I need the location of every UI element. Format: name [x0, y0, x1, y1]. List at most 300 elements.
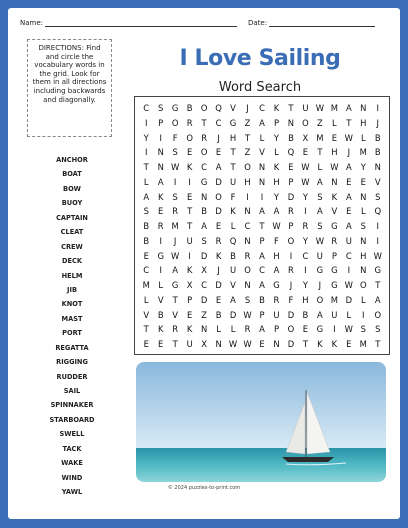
grid-letter[interactable]: C [345, 250, 352, 261]
grid-letter[interactable]: Z [244, 147, 251, 158]
grid-letter[interactable]: Z [201, 309, 207, 320]
grid-letter[interactable]: J [217, 265, 220, 276]
word-item: STARBOARD [49, 415, 95, 424]
grid-letter[interactable]: E [302, 147, 309, 158]
grid-letter[interactable]: E [302, 324, 309, 335]
grid-letter[interactable]: A [143, 191, 150, 202]
grid-letter[interactable]: Y [302, 235, 308, 246]
worksheet [8, 8, 400, 519]
grid-letter[interactable]: U [316, 250, 323, 261]
grid-letter[interactable]: N [258, 162, 266, 173]
grid-letter[interactable]: I [260, 191, 264, 202]
grid-letter[interactable]: N [360, 191, 367, 202]
grid-letter[interactable]: N [360, 103, 367, 113]
grid-letter[interactable]: R [302, 221, 309, 232]
grid-letter[interactable]: O [374, 309, 382, 320]
grid-letter[interactable]: T [302, 339, 308, 350]
directions-box [27, 39, 112, 137]
grid-letter[interactable]: S [360, 324, 366, 335]
grid-letter[interactable]: S [201, 235, 207, 246]
grid-letter[interactable]: P [288, 176, 294, 187]
grid-letter[interactable]: R [172, 206, 179, 217]
grid-letter[interactable]: A [273, 206, 280, 217]
grid-letter[interactable]: M [359, 147, 367, 158]
grid-letter[interactable]: R [244, 324, 251, 335]
grid-letter[interactable]: D [287, 191, 295, 202]
grid-letter[interactable]: I [144, 117, 148, 128]
grid-letter[interactable]: R [331, 235, 338, 246]
grid-letter[interactable]: V [230, 280, 236, 291]
grid-letter[interactable]: K [273, 162, 280, 173]
grid-letter[interactable]: C [259, 103, 265, 113]
grid-letter[interactable]: Q [215, 103, 222, 113]
grid-letter[interactable]: T [230, 162, 236, 173]
grid-letter[interactable]: B [374, 132, 381, 143]
grid-letter[interactable]: M [330, 103, 338, 113]
grid-letter[interactable]: V [259, 147, 265, 158]
grid-letter[interactable]: E [186, 147, 193, 158]
grid-letter[interactable]: A [172, 265, 179, 276]
grid-letter[interactable]: M [330, 294, 338, 305]
grid-letter[interactable]: I [362, 309, 365, 320]
grid-letter[interactable]: O [244, 162, 251, 173]
grid-letter[interactable]: M [171, 221, 179, 232]
grid-letter[interactable]: O [200, 147, 208, 158]
grid-letter[interactable]: W [373, 250, 382, 261]
grid-letter[interactable]: B [143, 235, 150, 246]
grid-letter[interactable]: Y [143, 132, 149, 143]
grid-letter[interactable]: L [143, 294, 149, 305]
grid-letter[interactable]: D [345, 294, 353, 305]
grid-letter[interactable]: N [244, 235, 251, 246]
grid-letter[interactable]: R [215, 235, 222, 246]
grid-letter[interactable]: W [330, 162, 339, 173]
grid-letter[interactable]: V [143, 309, 150, 320]
grid-letter[interactable]: U [229, 265, 237, 276]
grid-letter[interactable]: T [187, 206, 193, 217]
grid-letter[interactable]: P [288, 221, 294, 232]
grid-letter[interactable]: A [317, 206, 323, 217]
grid-letter[interactable]: B [288, 132, 294, 143]
grid-letter[interactable]: B [230, 250, 236, 261]
grid-letter[interactable]: A [215, 162, 222, 173]
grid-letter[interactable]: T [259, 221, 265, 232]
grid-letter[interactable]: T [172, 294, 178, 305]
grid-letter[interactable]: A [157, 176, 164, 187]
grid-letter[interactable]: I [333, 324, 336, 335]
grid-letter[interactable]: V [374, 176, 381, 187]
grid-letter[interactable]: K [215, 250, 222, 261]
grid-letter[interactable]: R [273, 294, 280, 305]
grid-letter[interactable]: E [186, 191, 193, 202]
grid-letter[interactable]: G [331, 221, 338, 232]
grid-letter[interactable]: W [301, 176, 310, 187]
grid-letter[interactable]: B [157, 309, 164, 320]
grid-letter[interactable]: I [289, 250, 293, 261]
grid-letter[interactable]: O [287, 324, 295, 335]
grid-letter[interactable]: K [331, 191, 338, 202]
grid-letter[interactable]: A [345, 162, 352, 173]
grid-letter[interactable]: C [259, 265, 265, 276]
word-item: MAST [61, 314, 83, 323]
grid-letter[interactable]: S [172, 147, 178, 158]
grid-letter[interactable]: O [287, 235, 295, 246]
grid-letter[interactable]: I [144, 147, 148, 158]
grid-letter[interactable]: T [201, 117, 207, 128]
grid-letter[interactable]: L [143, 176, 149, 187]
grid-letter[interactable]: K [331, 339, 338, 350]
grid-letter[interactable]: A [345, 103, 352, 113]
grid-letter[interactable]: U [331, 309, 338, 320]
grid-letter[interactable]: I [159, 235, 162, 246]
grid-letter[interactable]: S [244, 294, 251, 305]
grid-letter[interactable]: G [171, 280, 179, 291]
grid-letter[interactable]: T [375, 280, 381, 291]
grid-letter[interactable]: R [244, 250, 251, 261]
grid-letter[interactable]: I [188, 250, 191, 261]
grid-letter[interactable]: N [287, 117, 295, 128]
grid-letter[interactable]: D [200, 250, 208, 261]
grid-letter[interactable]: I [304, 265, 307, 276]
grid-letter[interactable]: A [273, 265, 280, 276]
grid-letter[interactable]: E [346, 176, 352, 187]
grid-letter[interactable]: G [316, 265, 324, 276]
grid-letter[interactable]: O [302, 117, 309, 128]
grid-letter[interactable]: A [259, 206, 265, 217]
grid-letter[interactable]: E [215, 147, 222, 158]
grid-letter[interactable]: T [288, 103, 294, 113]
grid-letter[interactable]: Y [273, 132, 280, 143]
grid-letter[interactable]: F [172, 132, 178, 143]
grid-letter[interactable]: T [317, 147, 323, 158]
grid-letter[interactable]: P [259, 309, 265, 320]
grid-letter[interactable]: F [274, 235, 279, 246]
grid-letter[interactable]: V [230, 103, 236, 113]
grid-letter[interactable]: U [273, 309, 280, 320]
grid-letter[interactable]: A [317, 309, 323, 320]
grid-letter[interactable]: T [143, 162, 149, 173]
grid-letter[interactable]: Q [229, 235, 237, 246]
grid-letter[interactable]: A [230, 294, 236, 305]
grid-letter[interactable]: P [187, 294, 193, 305]
grid-letter[interactable]: K [157, 324, 164, 335]
grid-letter[interactable]: C [244, 221, 251, 232]
grid-letter[interactable]: N [244, 206, 251, 217]
grid-letter[interactable]: N [200, 324, 208, 335]
grid-letter[interactable]: G [157, 250, 164, 261]
grid-letter[interactable]: L [230, 324, 236, 335]
grid-letter[interactable]: G [316, 324, 324, 335]
grid-letter[interactable]: L [360, 294, 366, 305]
grid-letter[interactable]: L [332, 117, 337, 128]
grid-letter[interactable]: X [186, 280, 193, 291]
grid-letter[interactable]: A [345, 191, 352, 202]
grid-letter[interactable]: S [172, 191, 178, 202]
grid-letter[interactable]: E [346, 339, 352, 350]
grid-letter[interactable]: Y [302, 280, 308, 291]
grid-letter[interactable]: J [289, 280, 293, 291]
grid-letter[interactable]: N [244, 280, 251, 291]
grid-letter[interactable]: H [302, 294, 309, 305]
grid-letter[interactable]: H [360, 250, 367, 261]
grid-letter[interactable]: W [171, 162, 180, 173]
grid-letter[interactable]: H [273, 250, 280, 261]
grid-letter[interactable]: O [171, 117, 179, 128]
grid-letter[interactable]: R [157, 221, 164, 232]
grid-letter[interactable]: G [171, 103, 179, 113]
grid-letter[interactable]: N [157, 147, 164, 158]
grid-letter[interactable]: T [346, 117, 352, 128]
grid-letter[interactable]: E [346, 206, 352, 217]
grid-letter[interactable]: X [201, 265, 207, 276]
grid-letter[interactable]: J [246, 103, 249, 113]
grid-letter[interactable]: I [304, 206, 307, 217]
grid-letter[interactable]: E [215, 221, 222, 232]
grid-letter[interactable]: P [273, 324, 279, 335]
grid-letter[interactable]: X [201, 339, 207, 350]
grid-letter[interactable]: J [376, 117, 379, 128]
grid-letter[interactable]: T [244, 132, 251, 143]
grid-letter[interactable]: S [375, 191, 381, 202]
grid-letter[interactable]: D [215, 176, 222, 187]
date-line [269, 18, 375, 27]
grid-letter[interactable]: E [259, 339, 265, 350]
grid-letter[interactable]: J [217, 132, 220, 143]
page-title: I Love Sailing [179, 46, 341, 71]
grid-letter[interactable]: A [259, 324, 265, 335]
grid-letter[interactable]: I [376, 221, 379, 232]
grid-letter[interactable]: S [143, 206, 149, 217]
grid-letter[interactable]: P [331, 250, 337, 261]
grid-letter[interactable]: K [317, 339, 323, 350]
grid-letter[interactable]: L [346, 309, 352, 320]
grid-letter[interactable]: O [200, 103, 208, 113]
grid-letter[interactable]: Q [287, 147, 295, 158]
grid-letter[interactable]: A [259, 117, 265, 128]
name-field[interactable] [20, 18, 237, 27]
grid-letter[interactable]: I [376, 235, 379, 246]
word-item: SWELL [59, 430, 85, 439]
date-field[interactable] [248, 18, 375, 27]
grid-letter[interactable]: S [317, 191, 323, 202]
grid-letter[interactable]: H [360, 117, 367, 128]
grid-letter[interactable]: U [186, 339, 193, 350]
grid-letter[interactable]: L [274, 147, 279, 158]
grid-letter[interactable]: N [200, 191, 208, 202]
grid-letter[interactable]: I [159, 265, 162, 276]
grid-letter[interactable]: W [243, 339, 252, 350]
grid-letter[interactable]: C [201, 162, 208, 173]
grid-letter[interactable]: N [215, 339, 222, 350]
grid-letter[interactable]: W [344, 132, 353, 143]
grid-letter[interactable]: S [317, 221, 323, 232]
grid-letter[interactable]: G [200, 176, 208, 187]
grid-letter[interactable]: W [301, 162, 310, 173]
grid-letter[interactable]: K [157, 191, 164, 202]
grid-letter[interactable]: P [273, 117, 279, 128]
grid-letter[interactable]: U [186, 235, 193, 246]
grid-letter[interactable]: E [143, 250, 149, 261]
grid-letter[interactable]: V [172, 309, 179, 320]
grid-letter[interactable]: C [302, 250, 309, 261]
grid-letter[interactable]: N [360, 265, 367, 276]
grid-letter[interactable]: N [374, 162, 381, 173]
grid-letter[interactable]: O [215, 191, 222, 202]
grid-letter[interactable]: K [186, 162, 193, 173]
grid-letter[interactable]: L [230, 221, 236, 232]
grid-letter[interactable]: O [186, 132, 193, 143]
grid-letter[interactable]: T [230, 147, 236, 158]
grid-letter[interactable]: Z [244, 117, 251, 128]
grid-letter[interactable]: C [143, 265, 150, 276]
grid-letter[interactable]: E [288, 162, 294, 173]
grid-letter[interactable]: C [201, 280, 208, 291]
grid-letter[interactable]: H [229, 132, 237, 143]
grid-letter[interactable]: A [345, 221, 352, 232]
grid-letter[interactable]: S [158, 103, 164, 113]
grid-letter[interactable]: W [272, 221, 281, 232]
grid-letter[interactable]: R [288, 265, 294, 276]
grid-letter[interactable]: Y [302, 191, 308, 202]
grid-letter[interactable]: V [157, 294, 164, 305]
grid-letter[interactable]: W [171, 250, 180, 261]
grid-letter[interactable]: M [359, 339, 367, 350]
grid-letter[interactable]: W [315, 235, 325, 246]
grid-letter[interactable]: L [158, 280, 164, 291]
grid-letter[interactable]: Z [317, 117, 323, 128]
grid-letter[interactable]: W [344, 324, 353, 335]
grid-letter[interactable]: A [201, 221, 207, 232]
grid-letter[interactable]: J [347, 147, 351, 158]
grid-letter[interactable]: Y [273, 191, 280, 202]
grid-letter[interactable]: K [230, 206, 236, 217]
grid-letter[interactable]: L [259, 132, 265, 143]
grid-letter[interactable]: B [201, 206, 207, 217]
grid-letter[interactable]: D [287, 339, 295, 350]
grid-letter[interactable]: Y [360, 162, 366, 173]
grid-letter[interactable]: H [273, 176, 280, 187]
grid-letter[interactable]: O [316, 294, 324, 305]
grid-letter[interactable]: J [318, 280, 322, 291]
grid-letter[interactable]: S [360, 221, 366, 232]
grid-letter[interactable]: D [229, 309, 237, 320]
grid-letter[interactable]: E [186, 309, 193, 320]
grid-letter[interactable]: O [244, 265, 251, 276]
grid-letter[interactable]: I [188, 176, 191, 187]
grid-letter[interactable]: A [259, 280, 265, 291]
grid-letter[interactable]: N [273, 339, 280, 350]
grid-letter[interactable]: U [345, 235, 352, 246]
grid-letter[interactable]: W [228, 339, 238, 350]
grid-letter[interactable]: B [143, 221, 150, 232]
grid-letter[interactable]: I [246, 191, 249, 202]
grid-letter[interactable]: L [317, 162, 323, 173]
grid-letter[interactable]: X [302, 132, 309, 143]
grid-letter[interactable]: H [331, 147, 338, 158]
grid-letter[interactable]: P [158, 117, 164, 128]
grid-letter[interactable]: G [374, 265, 381, 276]
grid-letter[interactable]: H [244, 176, 251, 187]
grid-letter[interactable]: E [158, 339, 164, 350]
grid-letter[interactable]: K [186, 324, 193, 335]
grid-letter[interactable]: C [215, 117, 222, 128]
grid-letter[interactable]: J [173, 235, 177, 246]
grid-letter[interactable]: U [302, 103, 309, 113]
grid-letter[interactable]: W [243, 309, 252, 320]
grid-letter[interactable]: I [173, 176, 177, 187]
grid-letter[interactable]: P [259, 235, 265, 246]
grid-letter[interactable]: D [287, 309, 295, 320]
grid-letter[interactable]: D [200, 294, 208, 305]
grid-letter[interactable]: T [143, 324, 149, 335]
grid-letter[interactable]: T [187, 221, 193, 232]
grid-letter[interactable]: B [215, 309, 222, 320]
grid-letter[interactable]: I [376, 103, 379, 113]
grid-letter[interactable]: W [344, 280, 353, 291]
grid-letter[interactable]: F [288, 294, 294, 305]
grid-letter[interactable]: K [186, 265, 193, 276]
grid-letter[interactable]: G [331, 265, 338, 276]
grid-letter[interactable]: R [201, 132, 208, 143]
grid-letter[interactable]: A [374, 294, 381, 305]
grid-letter[interactable]: N [258, 176, 266, 187]
grid-letter[interactable]: N [360, 235, 367, 246]
grid-letter[interactable]: N [157, 162, 164, 173]
grid-letter[interactable]: D [215, 206, 222, 217]
grid-letter[interactable]: A [259, 250, 265, 261]
word-item: YAWL [61, 488, 83, 497]
grid-letter[interactable]: C [143, 103, 150, 113]
grid-letter[interactable]: E [360, 176, 366, 187]
word-item: RIGGING [56, 358, 88, 367]
grid-letter[interactable]: F [230, 191, 236, 202]
grid-letter[interactable]: G [273, 280, 280, 291]
grid-letter[interactable]: T [172, 339, 178, 350]
grid-letter[interactable]: M [316, 132, 324, 143]
grid-letter[interactable]: L [360, 206, 366, 217]
grid-letter[interactable]: L [216, 324, 221, 335]
grid-letter[interactable]: I [347, 265, 351, 276]
grid-letter[interactable]: B [259, 294, 265, 305]
grid-letter[interactable]: I [159, 132, 162, 143]
grid-letter[interactable]: N [331, 176, 338, 187]
grid-letter[interactable]: T [375, 339, 381, 350]
grid-letter[interactable]: R [172, 324, 179, 335]
grid-letter[interactable]: O [359, 280, 367, 291]
grid-letter[interactable]: B [302, 309, 309, 320]
grid-letter[interactable]: G [331, 280, 338, 291]
grid-letter[interactable]: E [331, 132, 337, 143]
grid-letter[interactable]: G [229, 117, 237, 128]
grid-letter[interactable]: L [360, 132, 366, 143]
grid-letter[interactable]: B [186, 103, 193, 113]
grid-letter[interactable]: R [288, 206, 294, 217]
grid-letter[interactable]: Q [374, 206, 382, 217]
grid-letter[interactable]: D [215, 280, 222, 291]
grid-letter[interactable]: A [317, 176, 323, 187]
grid-letter[interactable]: V [331, 206, 338, 217]
grid-letter[interactable]: M [142, 280, 150, 291]
grid-letter[interactable]: B [374, 147, 381, 158]
grid-letter[interactable]: S [375, 324, 381, 335]
grid-letter[interactable]: E [215, 294, 222, 305]
grid-letter[interactable]: W [315, 103, 325, 113]
grid-letter[interactable]: R [186, 117, 193, 128]
grid-letter[interactable]: U [229, 176, 237, 187]
grid-letter[interactable]: K [273, 103, 280, 113]
grid-letter[interactable]: E [158, 206, 164, 217]
grid-letter[interactable]: E [143, 339, 149, 350]
